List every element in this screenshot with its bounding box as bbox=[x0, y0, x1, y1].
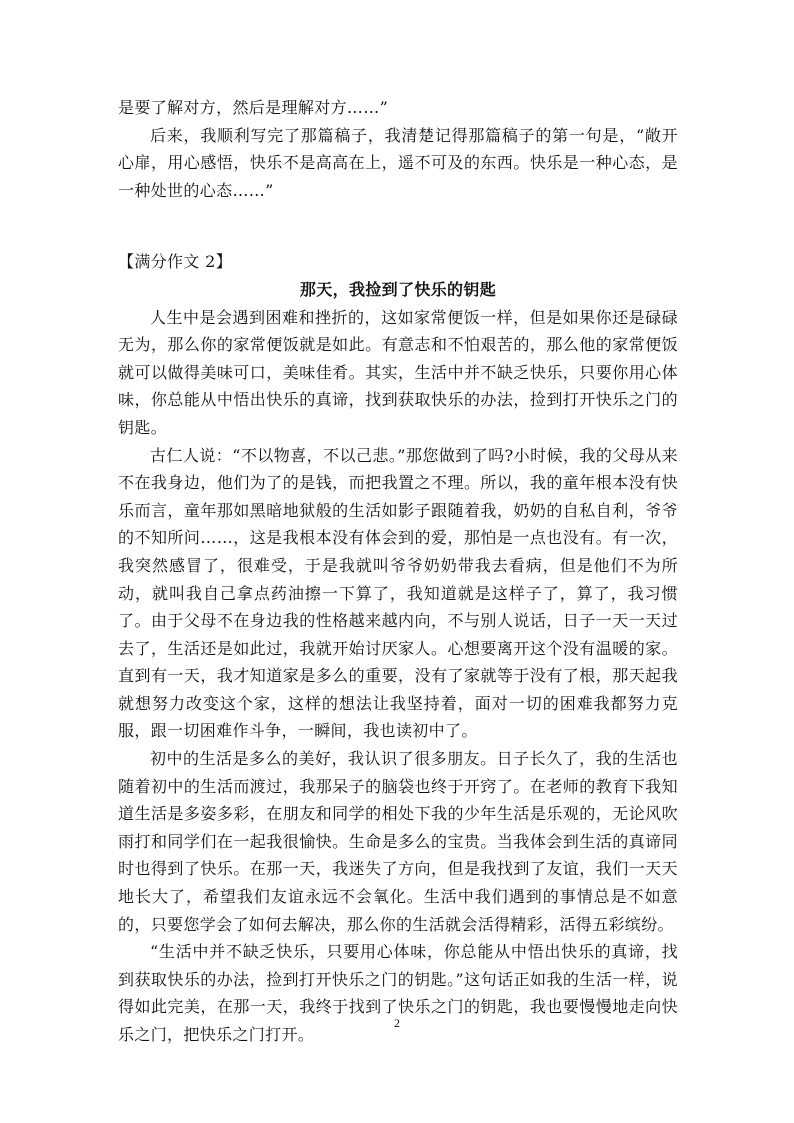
essay-paragraph-1: 人生中是会遇到困难和挫折的，这如家常便饭一样，但是如果你还是碌碌无为，那么你的家常便饭就是如此。有意志和不怕艰苦的，那么他的家常便饭就可以做得美味可口，美味佳肴。其实，生活中并不缺乏快乐，只要你用心体味，你总能从中悟出快乐的真谛，找到获取快乐的办法，捡到打开快乐之门的钥匙。 bbox=[118, 307, 678, 437]
page-content bbox=[118, 94, 678, 1049]
essay-paragraph-4: “生活中并不缺乏快乐，只要用心体味，你总能从中悟出快乐的真谛，找到获取快乐的办法，捡到打开快乐之门的钥匙。”这句话正如我的生活一样，说得如此完美，在那一天，我终于找到了快乐之门的钥匙，我也要慢慢地走向快乐之门，把快乐之门打开。 bbox=[118, 942, 678, 1044]
essay-paragraph-2: 古仁人说：“不以物喜，不以己悲。”那您做到了吗?小时候，我的父母从来不在我身边，他们为了的是钱，而把我置之不理。所以，我的童年根本没有快乐而言，童年那如黑暗地狱般的生活如影子跟随着我，奶奶的自私自利，爷爷的不知所问……，这是我根本没有体会到的爱，那怕是一点也没有。有一次，我突然感冒了，很难受，于是我就叫爷爷奶奶带我去看病，但是他们不为所动，就叫我自己拿点药油擦一下算了，我知道就是这样子了，算了，我习惯了。由于父母不在身边我的性格越来越内向，不与别人说话，日子一天一天过去了，生活还是如此过，我就开始讨厌家人。心想要离开这个没有温暖的家。直到有一天，我才知道家是多么的重要，没有了家就等于没有了根，那天起我就想努力改变这个家，这样的想法让我坚持着，面对一切的困难我都努力克服，跟一切困难作斗争，一瞬间，我也读初中了。 bbox=[118, 445, 678, 741]
section-label: 【满分作文 2】 bbox=[118, 252, 233, 272]
essay-title: 那天，我捡到了快乐的钥匙 bbox=[299, 279, 497, 299]
section-spacer bbox=[118, 204, 678, 248]
continued-paragraph: 是要了解对方，然后是理解对方……” bbox=[118, 98, 389, 117]
essay-paragraph-3: 初中的生活是多么的美好，我认识了很多朋友。日子长久了，我的生活也随着初中的生活而渡过，我那呆子的脑袋也终于开窍了。在老师的教育下我知道生活是多姿多彩，在朋友和同学的相处下我的少年生活是乐观的，无论风吹雨打和同学们在一起我很愉快。生命是多么的宝贵。当我体会到生活的真谛同时也得到了快乐。在那一天，我迷失了方向，但是我找到了友谊，我们一天天地长大了，希望我们友谊永远不会氧化。生活中我们遇到的事情总是不如意的，只要您学会了如何去解决，那么你的生活就会活得精彩，活得五彩缤纷。 bbox=[118, 749, 678, 934]
page-number: 2 bbox=[394, 1016, 400, 1030]
closing-paragraph: 后来，我顺利写完了那篇稿子，我清楚记得那篇稿子的第一句是，“敞开心扉，用心感悟，快乐不是高高在上，遥不可及的东西。快乐是一种心态，是一种处世的心态……” bbox=[118, 125, 678, 200]
